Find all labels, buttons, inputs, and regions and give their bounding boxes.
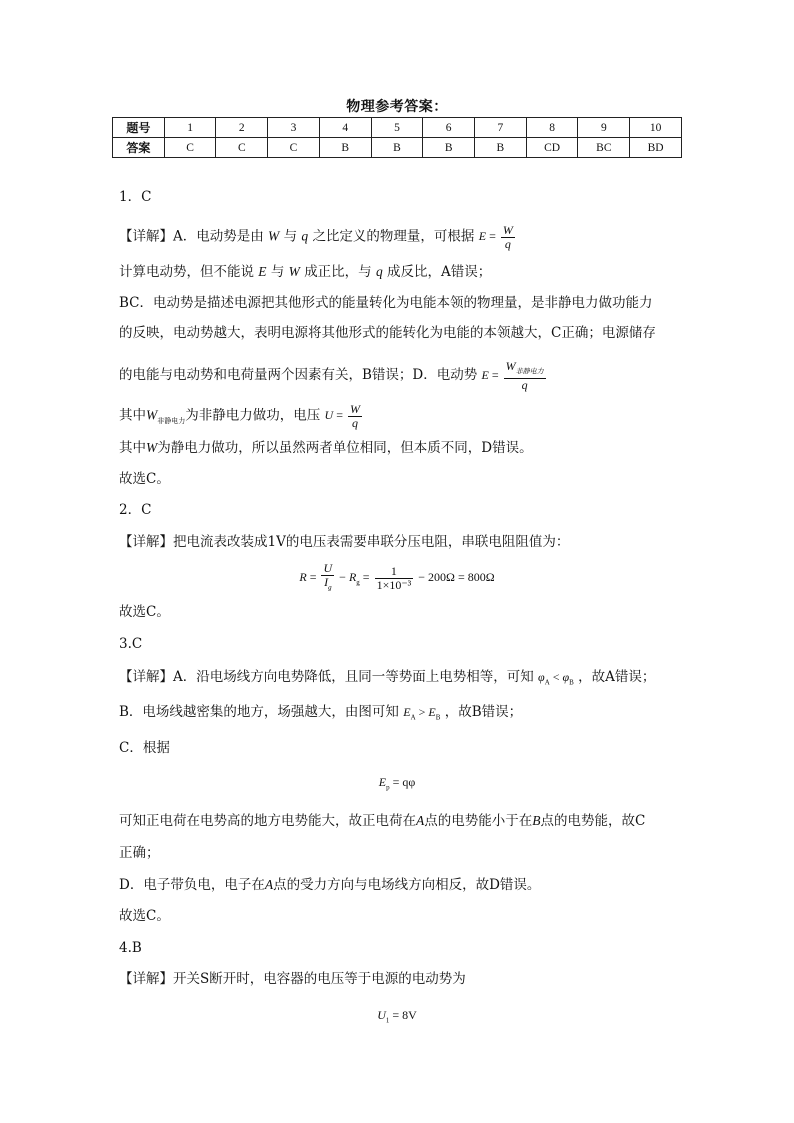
table-row-numbers: [113, 118, 682, 138]
q2-line-1: 【详解】把电流表改装成1V的电压表需要串联分压电阻，串联电阻阻值为：: [119, 534, 570, 550]
q4-header: 4.B: [119, 940, 142, 956]
table-cell: 5: [371, 118, 423, 138]
q3-line-1: 【详解】A．沿电场线方向电势降低，且同一等势面上电势相等，可知 $\varphi_A < \varphi_B$ ，故A错误；: [119, 669, 656, 687]
answer-table: [112, 117, 682, 158]
table-row-answers: [113, 138, 682, 158]
formula-u-w-q: U = $\frac{W}{q}$: [324, 402, 360, 430]
page-title: 物理参考答案：: [346, 99, 448, 115]
table-cell: C: [268, 138, 320, 158]
table-cell: 7: [475, 118, 527, 138]
q1-line-5: 的电能与电动势和电荷量两个因素有关，B错误；D．电动势 E = $\frac{W_{非静电力}}{q}$: [119, 360, 548, 392]
q3-formula: $E_p = q\varphi$: [378, 775, 416, 792]
row-label: 题号: [113, 118, 165, 138]
table-cell: B: [475, 138, 527, 158]
table-cell: B: [319, 138, 371, 158]
q3-line-4: 可知正电荷在电势高的地方电势能大，故正电荷在A点的电势能小于在B点的电势能，故C: [119, 813, 646, 829]
table-cell: 9: [578, 118, 630, 138]
q1-line-1: 【详解】A．电动势是由 W 与 q 之比定义的物理量，可根据 E = $\frac{W}{q}$: [119, 224, 517, 251]
q1-line-3: BC．电动势是描述电源把其他形式的能量转化为电能本领的物理量，是非静电力做功能力: [119, 295, 653, 311]
table-cell: 3: [268, 118, 320, 138]
q3-line-3: C．根据: [119, 740, 170, 756]
table-cell: 8: [526, 118, 578, 138]
q1-conclusion: 故选C。: [119, 471, 170, 487]
q3-line-2: B．电场线越密集的地方，场强越大，由图可知 $E_A > E_B$ ，故B错误；: [119, 704, 523, 722]
table-cell: 10: [630, 118, 682, 138]
q1-line-4: 的反映，电动势越大，表明电源将其他形式的能转化为电能的本领越大，C正确；电源储存: [119, 325, 656, 341]
q3-conclusion: 故选C。: [119, 908, 170, 924]
q1-header: 1．C: [119, 189, 152, 205]
q3-header: 3.C: [119, 636, 143, 652]
q3-line-5: 正确；: [119, 845, 160, 861]
q2-header: 2．C: [119, 502, 152, 518]
q4-formula: $U_1 = 8V$: [377, 1008, 417, 1025]
table-cell: B: [371, 138, 423, 158]
table-cell: 1: [164, 118, 216, 138]
table-cell: BD: [630, 138, 682, 158]
table-cell: C: [164, 138, 216, 158]
q1-line-6: 其中$W_{非静电力}$为非静电力做功，电压 U = $\frac{W}{q}$: [119, 403, 364, 430]
table-cell: 2: [216, 118, 268, 138]
q1-line-7: 其中W为静电力做功，所以虽然两者单位相同，但本质不同，D错误。: [119, 440, 533, 456]
q2-conclusion: 故选C。: [119, 604, 170, 620]
formula-e-w-q: E = $\frac{W}{q}$: [478, 223, 513, 251]
q3-line-6: D．电子带负电，电子在A点的受力方向与电场线方向相反，故D错误。: [119, 877, 541, 893]
table-cell: B: [423, 138, 475, 158]
table-cell: C: [216, 138, 268, 158]
table-cell: CD: [526, 138, 578, 158]
q2-formula: R = $\frac{U}{I_g}$ − $R_g$ = $\frac{1}{\text{1×10⁻³}}$ − 200Ω = 800Ω: [299, 561, 495, 592]
row-label: 答案: [113, 138, 165, 158]
table-cell: 6: [423, 118, 475, 138]
table-cell: BC: [578, 138, 630, 158]
q4-line-1: 【详解】开关S断开时，电容器的电压等于电源的电动势为: [119, 971, 466, 987]
table-cell: 4: [319, 118, 371, 138]
formula-e-nonstatic: E = $\frac{W_{非静电力}}{q}$: [481, 359, 544, 393]
q1-line-2: 计算电动势，但不能说 E 与 W 成正比，与 q 成反比，A错误；: [119, 264, 492, 280]
